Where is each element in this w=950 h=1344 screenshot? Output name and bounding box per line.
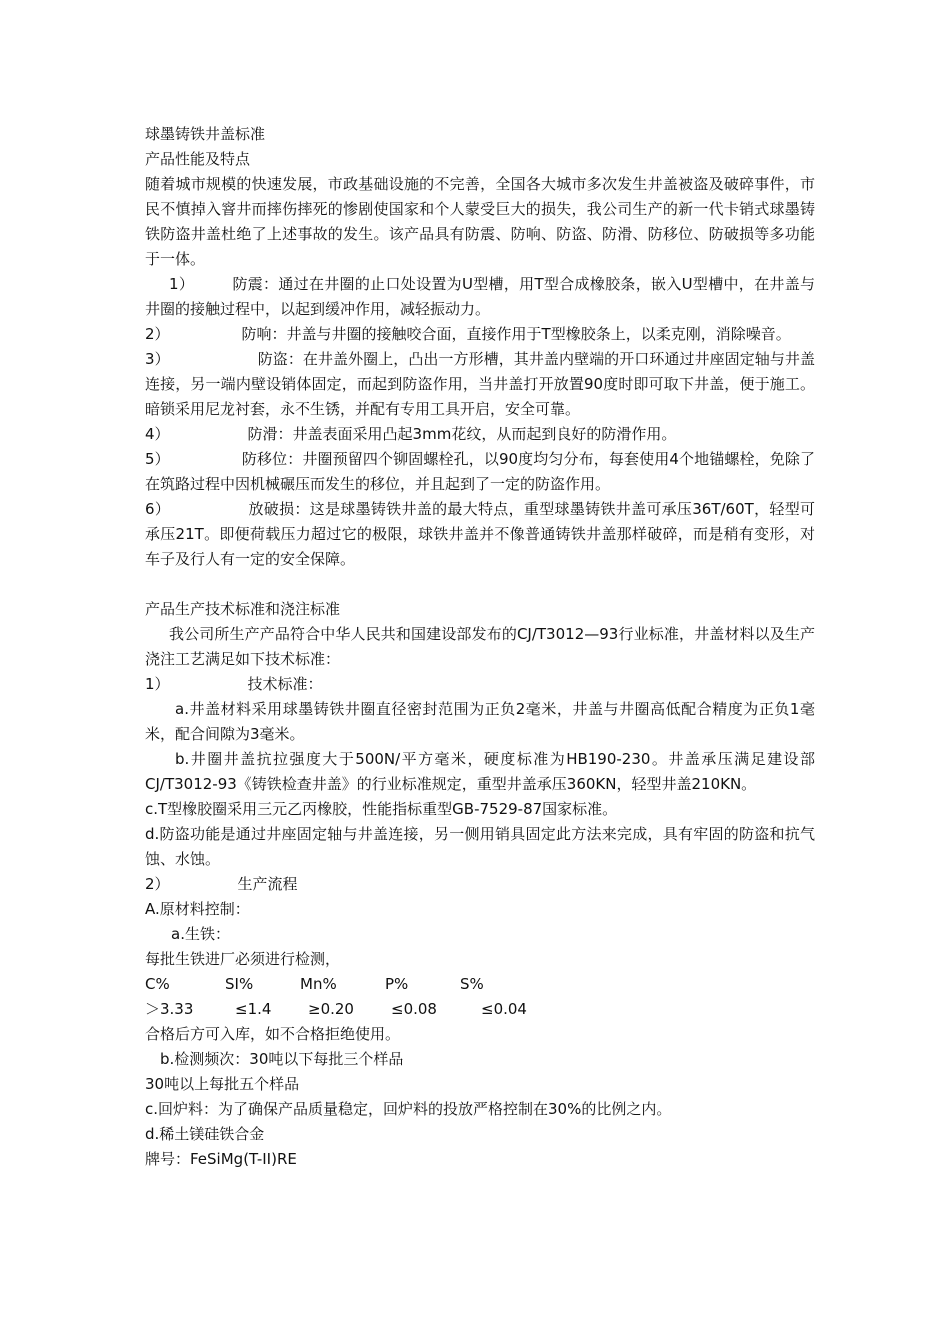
feature-item-5: 5） 防移位：井圈预留四个铆固螺栓孔，以90度均匀分布，每套使用4个地锚螺栓，免除了在筑路过程中因机械碾压而发生的移位，并且起到了一定的防盗作用。	[145, 450, 816, 493]
frequency-line-1: b.检测频次：30吨以下每批三个样品	[160, 1050, 404, 1068]
section-heading-standards: 产品生产技术标准和浇注标准	[145, 600, 341, 618]
feature-item-6: 6） 放破损：这是球墨铸铁井盖的最大特点，重型球墨铸铁井盖可承压36T/60T，轻型可承压21T。即便荷载压力超过它的极限，球铁井盖并不像普通铸铁井盖那样破碎，而是稍有变形，对车子及行人有一定的安全保障。	[145, 500, 815, 568]
value-p: ≤0.08	[391, 1000, 437, 1018]
value-si: ≤1.4	[235, 1000, 272, 1018]
process-heading: 2） 生产流程	[145, 875, 298, 893]
tech-item-d: d.防盗功能是通过井座固定轴与井盖连接，另一侧用销具固定此方法来完成，具有牢固的防盗和抗气蚀、水蚀。	[145, 825, 815, 868]
pig-iron-label: a.生铁：	[171, 925, 230, 943]
alloy-heading: d.稀土镁硅铁合金	[145, 1125, 265, 1143]
return-material-note: c.回炉料：为了确保产品质量稳定，回炉料的投放严格控制在30%的比例之内。	[145, 1100, 672, 1118]
header-si: SI%	[225, 975, 254, 993]
feature-item-1: 1） 防震：通过在井圈的止口处设置为U型槽，用T型合成橡胶条，嵌入U型槽中，在井盖与井圈的接触过程中，以起到缓冲作用，减轻振动力。	[145, 275, 816, 318]
document-body	[145, 122, 815, 1172]
tech-item-a: a.井盖材料采用球墨铸铁井圈直径密封范围为正负2毫米，井盖与井圈高低配合精度为正负1毫米，配合间隙为3毫米。	[145, 700, 815, 743]
tech-item-b: b.井圈井盖抗拉强度大于500N/平方毫米，硬度标准为HB190-230。井盖承压满足建设部CJ/T3012-93《铸铁检查井盖》的行业标准规定，重型井盖承压360KN，轻型井盖210KN。	[145, 750, 815, 793]
frequency-line-2: 30吨以上每批五个样品	[145, 1075, 300, 1093]
feature-item-2: 2） 防响：井盖与井圈的接触咬合面，直接作用于T型橡胶条上，以柔克刚，消除噪音。	[145, 325, 791, 343]
header-p: P%	[385, 975, 409, 993]
standard-intro: 我公司所生产产品符合中华人民共和国建设部发布的CJ/T3012—93行业标准，井盖材料以及生产浇注工艺满足如下技术标准：	[145, 625, 815, 668]
doc-title: 球墨铸铁井盖标准	[145, 125, 266, 143]
composition-header-row	[145, 972, 815, 997]
raw-material-heading: A.原材料控制：	[145, 900, 250, 918]
tech-standard-heading: 1） 技术标准：	[145, 675, 323, 693]
value-s: ≤0.04	[481, 1000, 527, 1018]
header-s: S%	[460, 975, 484, 993]
value-mn: ≥0.20	[308, 1000, 354, 1018]
composition-value-row	[145, 997, 815, 1022]
section-heading-features: 产品性能及特点	[145, 150, 251, 168]
value-c: ＞3.33	[145, 1000, 194, 1018]
feature-item-3: 3） 防盗：在井盖外圈上，凸出一方形槽，其井盖内壁端的开口环通过井座固定轴与井盖连接，另一端内壁设销体固定，而起到防盗作用，当井盖打开放置90度时即可取下井盖，便于施工。暗锁采用尼龙衬套，永不生锈，并配有专用工具开启，安全可靠。	[145, 350, 815, 418]
alloy-grade: 牌号：FeSiMg(T-II)RE	[145, 1150, 297, 1168]
header-c: C%	[145, 975, 170, 993]
acceptance-note: 合格后方可入库，如不合格拒绝使用。	[145, 1025, 401, 1043]
feature-item-4: 4） 防滑：井盖表面采用凸起3mm花纹，从而起到良好的防滑作用。	[145, 425, 677, 443]
tech-item-c: c.T型橡胶圈采用三元乙丙橡胶，性能指标重型GB-7529-87国家标准。	[145, 800, 618, 818]
header-mn: Mn%	[300, 975, 337, 993]
intro-paragraph: 随着城市规模的快速发展，市政基础设施的不完善，全国各大城市多次发生井盖被盗及破碎事件，市民不慎掉入窨井而摔伤摔死的惨剧使国家和个人蒙受巨大的损失，我公司生产的新一代卡销式球墨铸铁防盗井盖杜绝了上述事故的发生。该产品具有防震、防响、防盗、防滑、防移位、防破损等多功能于一体。	[145, 175, 815, 268]
inspection-note: 每批生铁进厂必须进行检测，	[145, 950, 341, 968]
